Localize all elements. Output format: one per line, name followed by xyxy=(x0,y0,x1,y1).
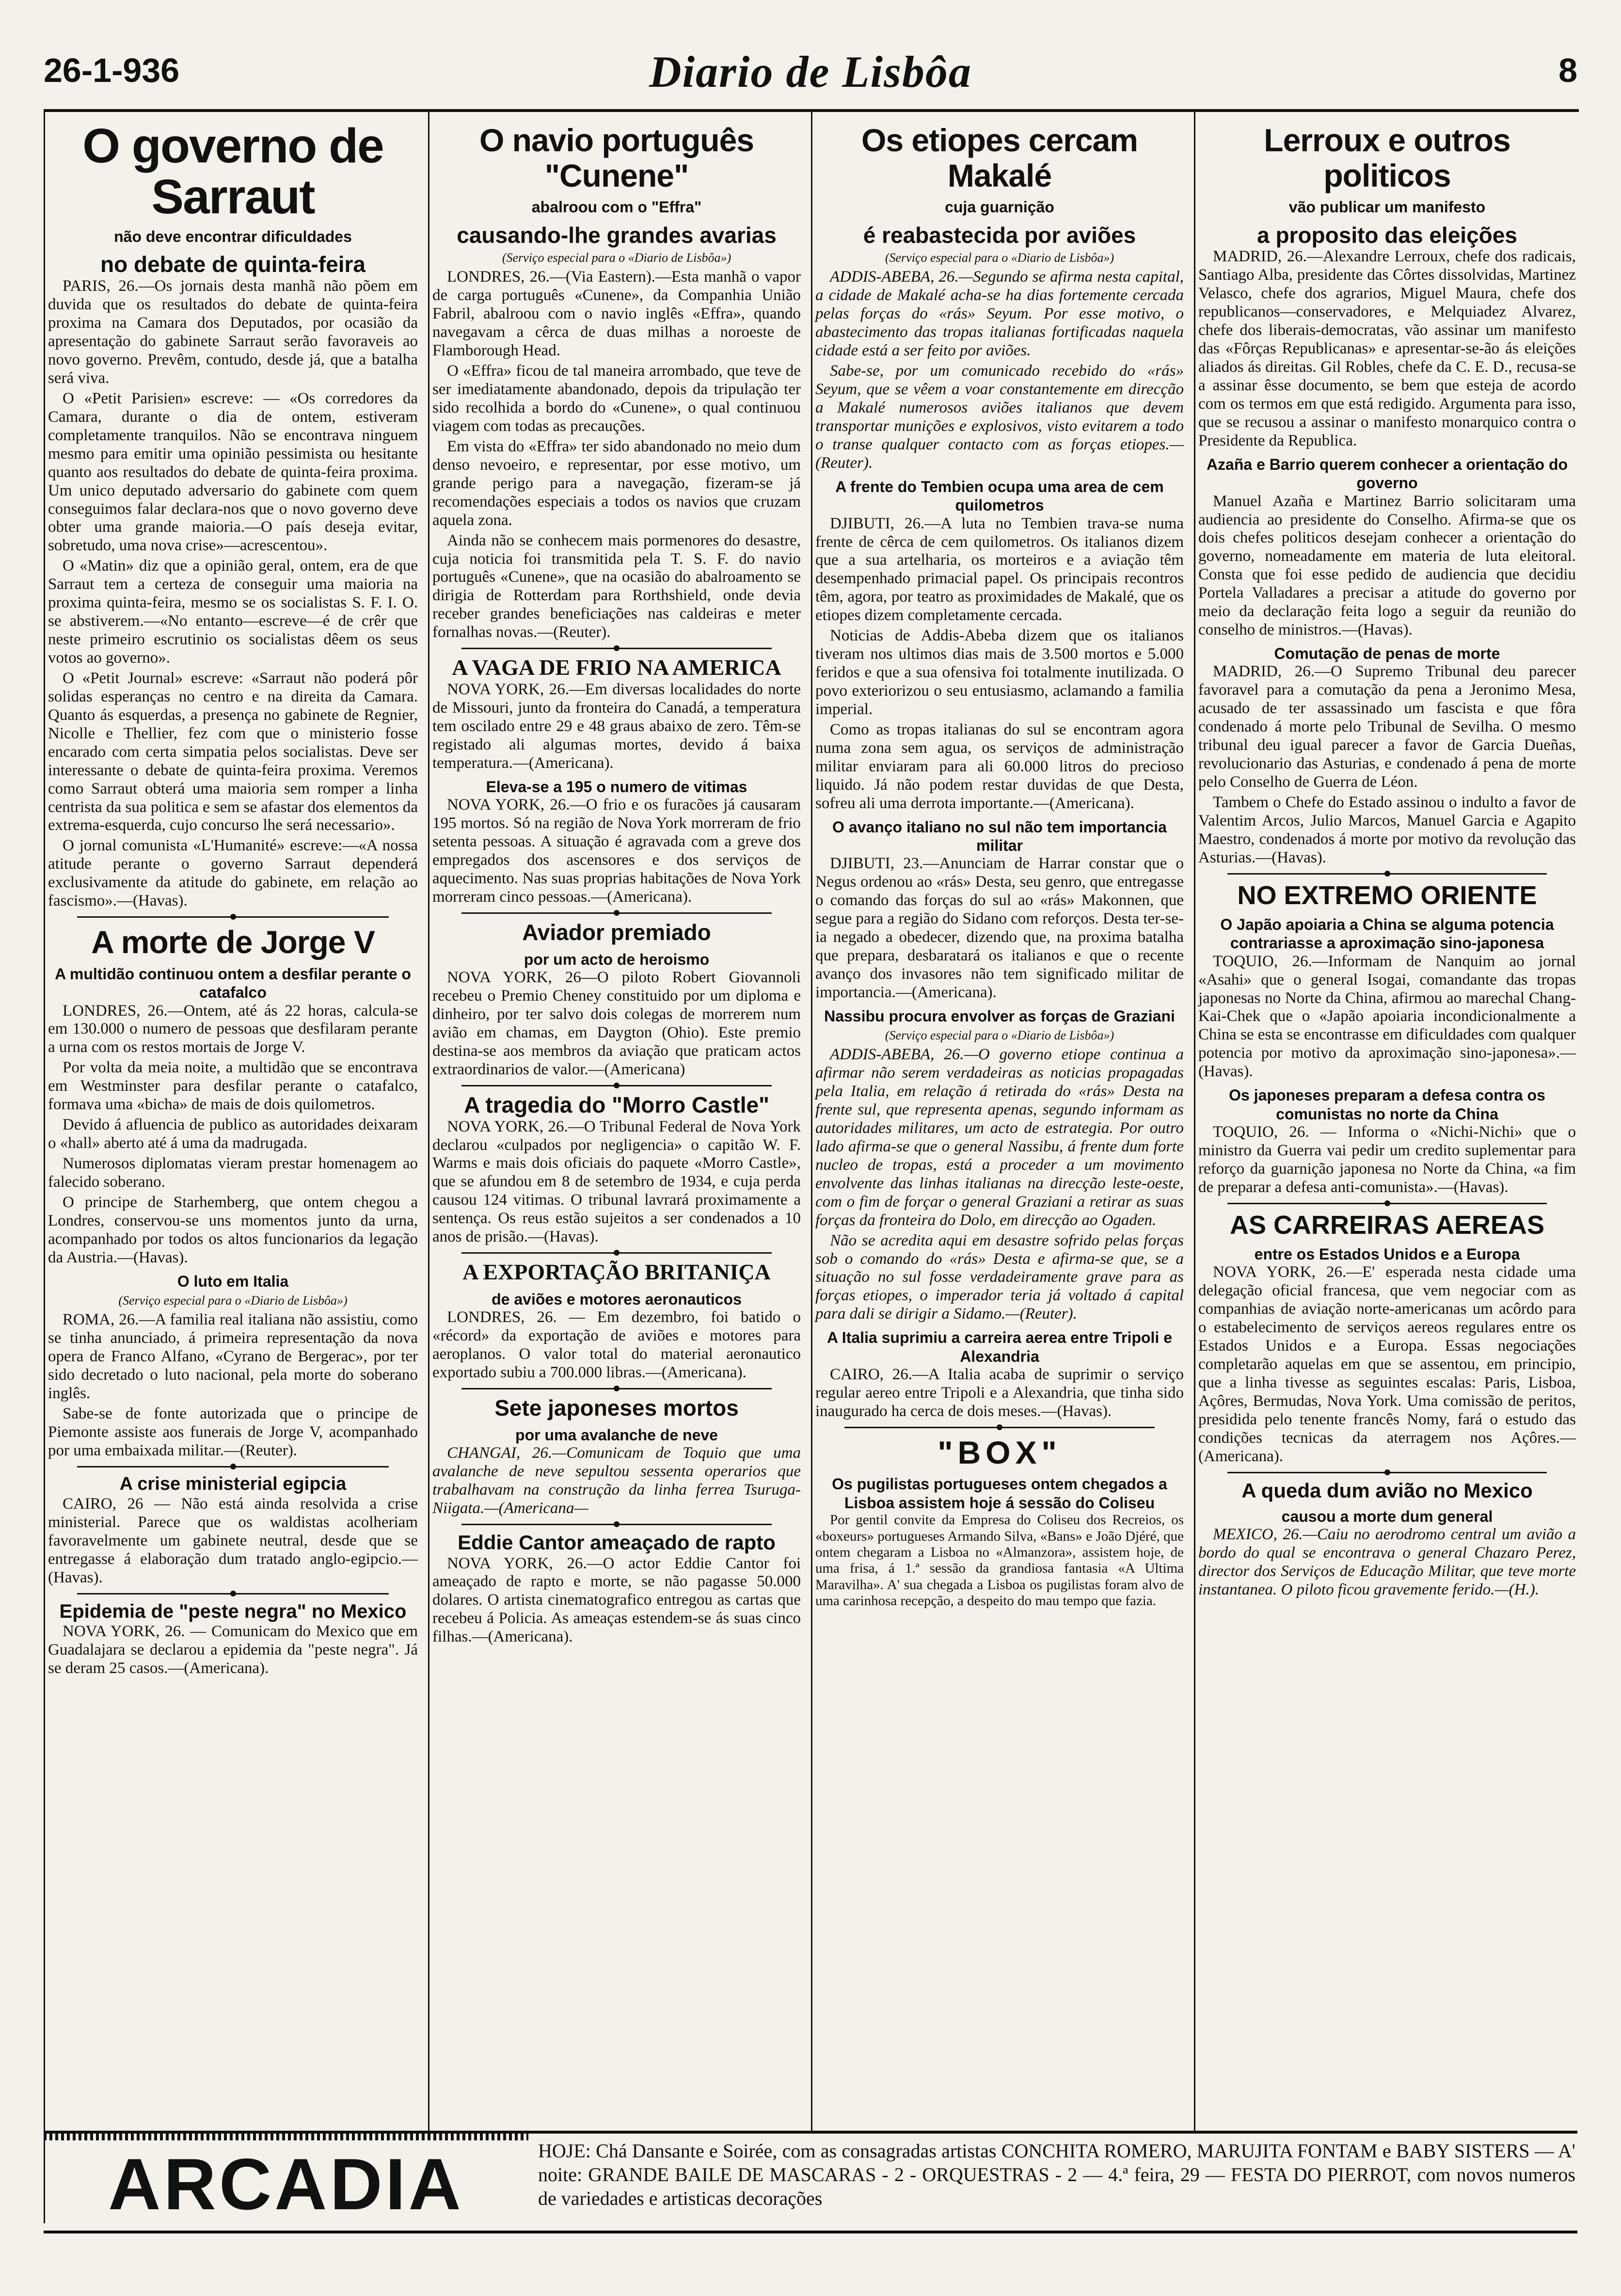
service-note: (Serviço especial para o «Diario de Lisbôa») xyxy=(885,251,1114,265)
paragraph: O «Petit Journal» escreve: «Sarraut não poderá pôr solidas esperanças no centro e na direita da Camara. Quanto ás esquerdas, a presença no gabinete de Regnier, Nicolle e Thellier, fez com que o ministerio fosse encarado com certa simpatia pelos socialistas. Deve ser interessante o debate de quinta-feira proxima. Veremos como Sarraut obterá uma maioria sem romper a linha centrista da sua politica e sem se afastar dos elementos da extrema-esquerda, cujo concurso lhe será necessario». xyxy=(48,669,418,834)
paragraph: NOVA YORK, 26. — Comunicam do Mexico que em Guadalajara se declarou a epidemia da "peste negra". Já se deram 25 casos.—(Americana). xyxy=(48,1622,418,1677)
paragraph: LONDRES, 26.—(Via Eastern).—Esta manhã o vapor de carga português «Cunene», da Companhia União Fabril, abalroou com o navio inglês «Effra», quando navegavam a cêrca de duas milhas a noroeste de Flamborough Head. xyxy=(432,268,801,360)
article-jorge-v-title: A morte de Jorge V xyxy=(91,924,375,960)
article-egypt-title: A crise ministerial egipcia xyxy=(119,1473,347,1494)
divider xyxy=(1227,873,1547,875)
article-mexico-subtitle: causou a morte dum general xyxy=(1281,1507,1493,1525)
article-cunene-subtitle-2: causando-lhe grandes avarias xyxy=(457,222,777,248)
paragraph: Como as tropas italianas do sul se encontram agora numa zona sem agua, os serviços de administração militar enviaram para ali 60.000 litros do precioso liquido. Já não podem restar duvidas de que Desta, sofreu ali uma derrota importante.—(Americana). xyxy=(815,720,1184,812)
article-carreiras-subtitle: entre os Estados Unidos e a Europa xyxy=(1254,1245,1520,1263)
paragraph: O «Petit Parisien» escreve: — «Os corredores da Camara, durante o dia de ontem, estiveram completamente tranquilos. Não se encontrava ninguem mesmo para emitir uma opinião pessimista ou hesitante quanto aos resultados do debate de quinta-feira proxima. Um unico deputado adversario do gabinete com quem conseguimos falar declara-nos que o novo governo deve obter uma grande maioria.—O país deseja evitar, sobretudo, uma nova crise»—acrescentou». xyxy=(48,389,418,555)
paragraph: LONDRES, 26.—Ontem, até ás 22 horas, calcula-se em 130.000 o numero de pessoas que desfilaram perante a urna com os restos mortais de Jorge V. xyxy=(48,1002,418,1056)
paragraph: NOVA YORK, 26.—O actor Eddie Cantor foi ameaçado de rapto e morte, se não pagasse 50.000 dolares. O artista cinematografico entregou as cartas que recebeu á Policia. As ameaças estendem-se ás suas cinco filhas.—(Americana). xyxy=(432,1554,801,1646)
paragraph: NOVA YORK, 26.—E' esperada nesta cidade uma delegação oficial francesa, que vem negociar com as companhias de aviação norte-americanas um acôrdo para o estabelecimento de serviços aereos regulares entre os Estados Unidos e a Europa. Essas negociações completarão aquelas em que se assentou, em principio, que a linha tivesse as seguintes escalas: Paris, Lisboa, Açôres, Bermudas, Nova York. Uma comissão de peritos, presidida pelo tenente francês Nomy, fará o estudo das condições tecnicas da aterragem nos Açôres.—(Americana). xyxy=(1198,1263,1576,1465)
article-oriente-title: NO EXTREMO ORIENTE xyxy=(1237,880,1537,910)
divider xyxy=(461,912,772,914)
paragraph: Ainda não se conhecem mais pormenores do desastre, cuja noticia foi transmitida pela T. S. F. do navio português «Cunene», que na ocasião do abalroamento se dirigia de Rotterdam para Rorthshield, onde devia receber grandes beneficiações nas caldeiras e meter fornalhas novas.—(Reuter). xyxy=(432,531,801,641)
article-mexico-title: A queda dum avião no Mexico xyxy=(1241,1479,1533,1502)
ad-text: HOJE: Chá Dansante e Soirée, com as consagradas artistas CONCHITA ROMERO, MARUJITA FONTAM e BABY SISTERS — A' noite: GRANDE BAILE DE MASCARAS - 2 - ORQUESTRAS - 2 — 4.ª feira, 29 — FESTA DO PIERROT, com novos numeros de variedades e artisticas decorações xyxy=(538,2140,1575,2209)
article-exportacao-subtitle: de aviões e motores aeronauticos xyxy=(492,1291,742,1308)
divider xyxy=(77,1466,389,1467)
paragraph: NOVA YORK, 26.—Em diversas localidades do norte de Missouri, junto da fronteira do Canadá, a temperatura tem oscilado entre 29 e 48 graus abaixo de zero. Têm-se registado ali algumas mortes, devido á baixa temperatura.—(Americana). xyxy=(432,681,801,772)
article-carreiras-title: AS CARREIRAS AEREAS xyxy=(1229,1210,1545,1240)
article-cunene-title: O navio português "Cunene" xyxy=(479,122,754,193)
article-lerroux-subtitle: vão publicar um manifesto xyxy=(1288,198,1486,216)
divider xyxy=(77,1593,389,1594)
article-azana-title: Azaña e Barrio querem conhecer a orientação do governo xyxy=(1206,455,1568,492)
article-cunene-subtitle: abalroou com o "Effra" xyxy=(531,198,702,216)
arcadia-logo: ARCADIA xyxy=(108,2143,464,2225)
issue-date: 26-1-936 xyxy=(44,51,180,89)
divider xyxy=(461,1388,772,1389)
paragraph: DJIBUTI, 23.—Anunciam de Harrar constar que o Negus ordenou ao «rás» Desta, seu genro, que entregasse o comando das forças do sul ao «rás» Makonnen, que segue para a região do Sidano com reforços. Desta ter-se-ia negado a obedecer, dizendo que, na proxima batalha que prepara, desbaratará os italianos e que o recente avanço dos invasores não tem significado militar de importancia.—(Americana). xyxy=(815,855,1184,1001)
paragraph: Por volta da meia noite, a multidão que se encontrava em Westminster para desfilar perante o catafalco, formava uma «bicha» de mais de dois quilometros. xyxy=(48,1059,418,1114)
article-carreira-tripoli-title: A Italia suprimiu a carreira aerea entre Tripoli e Alexandria xyxy=(826,1329,1172,1365)
paragraph: CAIRO, 26.—A Italia acaba de suprimir o serviço regular aereo entre Tripoli e a Alexandria, que tinha sido inaugurado ha cerca de dois meses.—(Havas). xyxy=(815,1366,1184,1420)
page-number: 8 xyxy=(1558,51,1577,89)
service-note: (Serviço especial para o «Diario de Lisbôa») xyxy=(885,1028,1114,1043)
paragraph: O principe de Starhemberg, que ontem chegou a Londres, conservou-se uns momentos junto da urna, acompanhado por todos os altos funcionarios da legação da Austria.—(Havas). xyxy=(48,1193,418,1266)
article-morro-castle-title: A tragedia do "Morro Castle" xyxy=(464,1092,769,1117)
article-oriente-subtitle: O Japão apoiaria a China se alguma potencia contrariasse a aproximação sino-japonesa xyxy=(1220,915,1554,952)
article-epidemic-title: Epidemia de "peste negra" no Mexico xyxy=(59,1600,407,1622)
article-lerroux-subtitle-2: a proposito das eleições xyxy=(1257,222,1517,248)
paragraph: LONDRES, 26. — Em dezembro, foi batido o «récord» da exportação de aviões e motores para aeroplanos. O valor total do material aeronautico exportado subiu a 700.000 libras.—(Americana). xyxy=(432,1308,801,1382)
newspaper-title: Diario de Lisbôa xyxy=(649,47,972,96)
paragraph: Noticias de Addis-Abeba dizem que os italianos tiveram nos ultimos dias mais de 3.500 mortos e 5.000 feridos e que a sua ofensiva foi totalmente inutilizada. O povo exteriorizou o seu entusiasmo, aclamando a familia imperial. xyxy=(815,627,1184,718)
paragraph: ADDIS-ABEBA, 26.—O governo etiope continua a afirmar não serem verdadeiras as noticias propagadas pela Italia, em relação á retirada do «rás» Desta na frente sul, que representa apenas, segundo informam as autoridades militares, um acto de estrategia. Por outro lado afirma-se que o general Nassibu, á frente dum forte nucleo de tropas, está a proceder a um movimento envolvente das linhas italianas na direcção leste-oeste, com o fim de forçar o general Graziani a retirar as suas forças da fronteira do Dolo, em direcção ao Ogaden. xyxy=(815,1046,1184,1229)
article-makale-subtitle: cuja guarnição xyxy=(945,198,1054,216)
column-1 xyxy=(45,112,421,2134)
column-3 xyxy=(811,112,1187,2134)
article-jorge-v-subtitle: A multidão continuou ontem a desfilar perante o catafalco xyxy=(55,965,411,1002)
column-4 xyxy=(1194,112,1579,2134)
service-note: (Serviço especial para o «Diario de Lisbôa») xyxy=(118,1293,348,1308)
article-sarraut-subtitle: não deve encontrar dificuldades xyxy=(114,228,352,245)
article-aviador-title: Aviador premiado xyxy=(522,919,711,945)
paragraph: MEXICO, 26.—Caiu no aerodromo central um avião a bordo do qual se encontrava o general Chazaro Perez, director dos Serviços de Educação Militar, que teve morte instantanea. O piloto ficou gravemente ferido.—(H.). xyxy=(1198,1526,1576,1599)
paragraph: Manuel Azaña e Martinez Barrio solicitaram uma audiencia ao presidente do Conselho. Afirma-se que os dois chefes politicos desejam conhecer a orientação do governo, nomeadamente em materia de luta eleitoral. Consta que foi esse pedido de audiencia que decidiu Portela Valladares a precisar a atitude do governo por meio da declaração feita logo a seguir da reunião do conselho de ministros.—(Havas). xyxy=(1198,492,1576,639)
paragraph: TOQUIO, 26.—Informam de Nanquim ao jornal «Asahi» que o general Isogai, comandante das tropas japonesas no Norte da China, afirmou ao marechal Chang-Kai-Chek que o «Japão apoiaria incondicionalmente a China se esta se encontrasse em dificuldades com qualquer potencia por motivo da aproximação sino-japonesa».—(Havas). xyxy=(1198,952,1576,1081)
paragraph: O «Effra» ficou de tal maneira arrombado, que teve de ser imediatamente abandonado, depois da tripulação ter sido recolhida a bordo do «Cunene», o qual continuou viagem com todas as precauções. xyxy=(432,362,801,435)
article-japoneses-title: Sete japoneses mortos xyxy=(494,1395,739,1421)
paragraph: MADRID, 26.—O Supremo Tribunal deu parecer favoravel para a comutação da pena a Jeronimo Mesa, acusado de ter assassinado um fascista e que fôra condenado á morte pelo Tribunal de Sevilha. O mesmo tribunal deu igual parecer a favor de Garcia Dueñas, revolucionario das Asturias, e condenado á pena de morte pelo Conselho de Guerra de Léon. xyxy=(1198,663,1576,791)
divider xyxy=(844,1427,1155,1428)
paragraph: MADRID, 26.—Alexandre Lerroux, chefe dos radicais, Santiago Alba, presidente das Côrtes dissolvidas, Martinez Velasco, chefe dos agrarios, Miguel Maura, chefe dos republicanos—conservadores, e Melquiadez Alvarez, chefe dos liberais-democratas, vão assinar um manifesto das «Fôrças Republicanas» e apresentar-se-ão ás eleições aliados ás direitas. Gil Robles, chefe da C. E. D., recusa-se a assinar êsse documento, se bem que esteja de acordo com os termos em que está redigido. Argumenta para isso, que se recusou a assinar o manifesto monarquico contra o Presidente da Republica. xyxy=(1198,248,1576,449)
paragraph: CHANGAI, 26.—Comunicam de Toquio que uma avalanche de neve sepultou sessenta operarios que trabalhavam na construção da linha ferrea Tsuruga-Niigata.—(Americana— xyxy=(432,1444,801,1517)
divider xyxy=(461,1524,772,1525)
paragraph: NOVA YORK, 26.—O frio e os furacões já causaram 195 mortos. Só na região de Nova York morreram de frio setenta pessoas. A situação é agravada com a greve dos empregados dos ascensores e dos serviços de aquecimento. Nas suas proprias habitações de Nova York morreram cinco pessoas.—(Americana). xyxy=(432,796,801,906)
article-makale-subtitle-2: é reabastecida por aviões xyxy=(863,222,1136,248)
column-2 xyxy=(428,112,804,2134)
article-sarraut-subtitle-2: no debate de quinta-feira xyxy=(100,252,366,277)
paragraph: Não se acredita aqui em desastre sofrido pelas forças sob o comando do «rás» Desta e afirma-se que, se a situação no sul fosse verdadeiramente grave para as forças etiopes, o imperador teria já voltado á capital para dali se dirigir a Sidamo.—(Reuter). xyxy=(815,1231,1184,1323)
article-avanco-title: O avanço italiano no sul não tem importancia militar xyxy=(832,818,1167,854)
article-box-title: "BOX" xyxy=(938,1434,1062,1470)
article-comunistas-title: Os japoneses preparam a defesa contra os comunistas no norte da China xyxy=(1229,1086,1545,1123)
paragraph: O «Matin» diz que a opinião geral, ontem, era de que Sarraut tem a certeza de conseguir uma maioria na proxima quinta-feira, mesmo se os socialistas S. F. I. O. se abstiverem.—«No entanto—escreve—é de crêr que neste primeiro escrutinio os socialistas dêem os seus votos ao governo». xyxy=(48,557,418,667)
paragraph: Numerosos diplomatas vieram prestar homenagem ao falecido soberano. xyxy=(48,1155,418,1191)
paragraph: ROMA, 26.—A familia real italiana não assistiu, como se tinha anunciado, á primeira representação da nova opera de Franco Alfano, «Cyrano de Bergerac», por ter sido decretado o luto nacional, pela morte do soberano inglês. xyxy=(48,1311,418,1402)
article-comutacao-title: Comutação de penas de morte xyxy=(1274,645,1500,663)
article-frio-subtitle: Eleva-se a 195 o numero de vitimas xyxy=(486,778,747,796)
paragraph: O jornal comunista «L'Humanité» escreve:—«A nossa atitude perante o governo Sarraut dependerá exclusivamente da atitude do gabinete, em relação ao fascismo».—(Havas). xyxy=(48,837,418,910)
arcadia-advertisement xyxy=(44,2131,1577,2233)
paragraph: DJIBUTI, 26.—A luta no Tembien trava-se numa frente de cêrca de cem quilometros. Os italianos dizem que a sua artelharia, os morteiros e a aviação têm desempenhado primacial papel. Os principais recontros têm, agora, por teatro as proximidades de Makalé, que os etiopes dizem completamente cercada. xyxy=(815,514,1184,624)
divider xyxy=(461,1085,772,1086)
article-frio-title: A VAGA DE FRIO NA AMERICA xyxy=(452,655,781,680)
paragraph: NOVA YORK, 26.—O Tribunal Federal de Nova York declarou «culpados por negligencia» o capitão W. F. Warms e mais dois oficiais do paquete «Morro Castle», que se afundou em 8 de setembro de 1934, e cuja perda causou 124 vitimas. O tribunal lavrará proximamente a sentença. Os reus estão sujeitos a ser condenados a 10 anos de prisão.—(Havas). xyxy=(432,1117,801,1246)
paragraph: Em vista do «Effra» ter sido abandonado no meio dum denso nevoeiro, e representar, por esse motivo, um grande perigo para a navegação, fizeram-se já recomendações especiais a todos os navios que cruzam aquela zona. xyxy=(432,437,801,529)
paragraph: PARIS, 26.—Os jornais desta manhã não põem em duvida que os resultados do debate de quinta-feira proxima na Camara dos Deputados, por ocasião da apresentação do gabinete Sarraut serão favoraveis ao novo governo. Prevêm, contudo, desde já, que a batalha será viva. xyxy=(48,277,418,387)
paragraph: Devido á afluencia de publico as autoridades deixaram o «hall» aberto até á uma da madrugada. xyxy=(48,1116,418,1152)
article-tembien-title: A frente do Tembien ocupa uma area de cem quilometros xyxy=(835,478,1164,514)
article-nassibu-title: Nassibu procura envolver as forças de Graziani xyxy=(824,1007,1175,1025)
article-lerroux-title: Lerroux e outros politicos xyxy=(1264,122,1510,193)
paragraph: Por gentil convite da Empresa do Coliseu dos Recreios, os «boxeurs» portugueses Armando Silva, «Bans» e João Djéré, que ontem chegaram a Lisboa no «Almanzora», assistem hoje, de uma frisa, á 1.ª sessão da grandiosa fantasia «A Ultima Maravilha». A' sua chegada a Lisboa os pugilistas foram alvo de uma carinhosa recepção, a despeito do mau tempo que fazia. xyxy=(815,1512,1184,1609)
ad-decorative-bar xyxy=(44,2134,528,2140)
masthead xyxy=(44,46,1577,99)
divider xyxy=(1227,1203,1547,1204)
article-sarraut-title: O governo de Sarraut xyxy=(82,119,383,224)
paragraph: Tambem o Chefe do Estado assinou o indulto a favor de Valentim Arcos, Julio Marcos, Manuel Garcia e Agapito Maestro, condenados á morte por motivo da revolução das Asturias.—(Havas). xyxy=(1198,794,1576,866)
article-box-subtitle: Os pugilistas portugueses ontem chegados a Lisboa assistem hoje á sessão do Coliseu xyxy=(832,1475,1167,1512)
article-exportacao-title: A EXPORTAÇÃO BRITANIÇA xyxy=(462,1260,771,1285)
article-makale-title: Os etiopes cercam Makalé xyxy=(861,122,1138,193)
paragraph: Sabe-se de fonte autorizada que o principe de Piemonte assiste aos funerais de Jorge V, acompanhado por uma embaixada militar.—(Reuter). xyxy=(48,1404,418,1459)
divider xyxy=(461,1252,772,1254)
service-note: (Serviço especial para o «Diario de Lisbôa») xyxy=(502,251,731,265)
paragraph: NOVA YORK, 26—O piloto Robert Giovannoli recebeu o Premio Cheney constituido por um diploma e dinheiro, por ter salvo dois colegas de morrerem num avião em chamas, em Daygton (Ohio). Este premio destina-se aos membros da aviação que praticam actos extraordinarios de valor.—(Americana) xyxy=(432,969,801,1078)
paragraph: TOQUIO, 26. — Informa o «Nichi-Nichi» que o ministro da Guerra vai pedir um credito suplementar para reforço da guarnição japonesa no Norte da China, «a fim de preparar a defesa anti-comunista».—(Havas). xyxy=(1198,1123,1576,1196)
paragraph: CAIRO, 26 — Não está ainda resolvida a crise ministerial. Parece que os waldistas acolheriam favoravelmente um gabinete neutral, desde que se entregasse á elaboração dum tratado anglo-egipcio.—(Havas). xyxy=(48,1495,418,1586)
article-japoneses-subtitle: por uma avalanche de neve xyxy=(515,1426,718,1444)
divider xyxy=(77,916,389,918)
article-cantor-title: Eddie Cantor ameaçado de rapto xyxy=(458,1531,776,1554)
article-aviador-subtitle: por um acto de heroismo xyxy=(524,950,710,968)
article-luto-title: O luto em Italia xyxy=(177,1272,289,1290)
paragraph: Sabe-se, por um comunicado recebido do «rás» Seyum, que se vêem a voar constantemente em direcção a Makalé numerosos aviões italianos que devem transportar munições e explosivos, visto evitarem a todo o transe qualquer contacto com as forças etiopes.—(Reuter). xyxy=(815,362,1184,472)
divider xyxy=(1227,1472,1547,1473)
paragraph: ADDIS-ABEBA, 26.—Segundo se afirma nesta capital, a cidade de Makalé acha-se ha dias fortemente cercada pelas forças do «rás» Seyum. Por esse motivo, o abastecimento das tropas italianas fortificadas naquela cidade está a ser feito por aviões. xyxy=(815,268,1184,360)
divider xyxy=(461,648,772,649)
page-body xyxy=(44,109,1579,2223)
